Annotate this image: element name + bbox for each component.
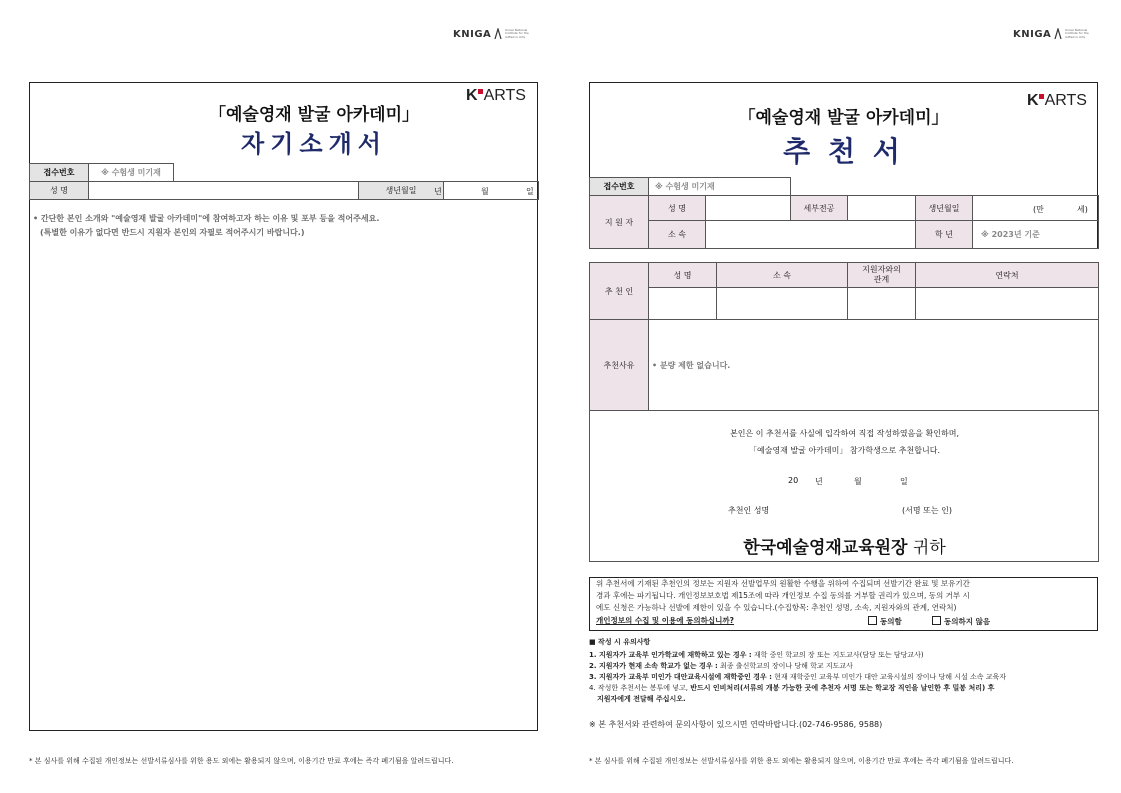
addressee: [590, 533, 1099, 558]
major-label: 세부전공: [791, 196, 848, 221]
applicant-label: 지 원 자: [590, 196, 649, 249]
date-20: 20: [788, 476, 799, 485]
kniga-mark-icon: [1054, 28, 1062, 40]
privacy-consent-box: [589, 577, 1098, 631]
year-unit: 년: [434, 187, 442, 196]
kniga-wordmark: KNIGA: [453, 28, 492, 40]
instruction-line-1: • 간단한 본인 소개와 "예술영재 발굴 아카데미"에 참여하고자 하는 이유 및 포부 등을 적어주세요.: [33, 214, 380, 223]
major-field[interactable]: [848, 196, 916, 221]
karts-logo: K ARTS: [466, 87, 526, 104]
karts-logo: K ARTS: [1027, 92, 1087, 109]
receipt-value: ※ 수험생 미기재: [649, 178, 791, 196]
age-field[interactable]: [973, 196, 1099, 221]
date-day: 일: [900, 477, 908, 486]
note-4: 4. 작성한 추천서는 봉투에 넣고, 반드시 인비처리(서류의 개봉 가능한 곳에 추천자 서명 또는 학교장 직인을 날인한 후 밀봉 처리) 후: [589, 684, 995, 692]
karts-dot-icon: [478, 89, 483, 94]
applicant-table: [589, 177, 1099, 249]
privacy-line-1: 위 추천서에 기재된 추천인의 정보는 지원자 선발업무의 원활한 수행을 위하여 수집되며 선발기간 완료 및 보유기간: [596, 579, 970, 588]
receipt-label: 접수번호: [30, 164, 89, 182]
instruction-line-2: (특별한 이유가 없다면 반드시 지원자 본인의 자필로 적어주시기 바랍니다.): [40, 228, 305, 237]
confirm-line-1: 본인은 이 추천서를 사실에 입각하여 직접 작성하였음을 확인하며,: [730, 429, 959, 438]
birth-field[interactable]: [434, 182, 539, 200]
form-title: 추 천 서: [783, 135, 904, 168]
age-open: (만: [1033, 205, 1044, 215]
confirm-line-2: 「예술영재 발굴 아카데미」 참가학생으로 추천합니다.: [748, 446, 940, 455]
reason-field[interactable]: [649, 320, 1099, 411]
reason-note: • 분량 제한 없습니다.: [652, 360, 731, 370]
privacy-footer-left: * 본 심사를 위해 수집된 개인정보는 선발서류심사를 위한 용도 외에는 활용되지 않으며, 이용기간 만료 후에는 즉각 폐기됨을 알려드립니다.: [29, 757, 454, 765]
receipt-value: ※ 수험생 미기재: [89, 164, 174, 182]
disagree-checkbox[interactable]: [932, 616, 941, 625]
birth-label: 생년월일: [359, 182, 444, 200]
disagree-option[interactable]: 동의하지 않음: [932, 616, 990, 627]
receipt-label: 접수번호: [590, 178, 649, 196]
note-2: 2. 지원자가 현재 소속 학교가 없는 경우 : 최종 출신학교의 장이나 당해 학교 지도교사: [589, 662, 853, 670]
grade-label: 학 년: [916, 221, 973, 249]
rec-contact-field[interactable]: [916, 288, 1099, 320]
kniga-wordmark: KNIGA: [1013, 28, 1052, 40]
name-field[interactable]: [89, 182, 359, 200]
month-unit: 월: [481, 187, 489, 196]
kniga-tagline: Korea National Institute for the Gifted in Arts: [505, 27, 529, 39]
recommender-table: [589, 262, 1099, 562]
recommender-label: 추 천 인: [590, 263, 649, 320]
self-intro-info-table: [29, 163, 539, 200]
name-label: 성 명: [30, 182, 89, 200]
note-4-cont: 지원자에게 전달해 주십시오.: [597, 695, 686, 703]
kniga-mark-icon: [494, 28, 502, 40]
age-close: 세): [1077, 205, 1088, 215]
self-intro-writing-area[interactable]: [30, 200, 537, 730]
birth-label: 생년월일: [916, 196, 973, 221]
date-month: 월: [854, 477, 862, 486]
rec-relation-header: 지원자와의 관계: [848, 263, 916, 288]
affiliation-label: 소 속: [649, 221, 706, 249]
confirmation-box: [590, 411, 1099, 562]
affiliation-field[interactable]: [706, 221, 916, 249]
note-3: 3. 지원자가 교육부 미인가 대안교육시설에 재학중인 경우 : 현재 재학중인 교육부 미인가 대안 교육시설의 장이나 당해 시설 소속 교육자: [589, 673, 1007, 681]
contact-info: ※ 본 추천서와 관련하여 문의사항이 있으시면 연락바랍니다.(02-746-9586, 9588): [589, 720, 883, 729]
name-label: 성 명: [649, 196, 706, 221]
karts-dot-icon: [1039, 94, 1044, 99]
addressee-name: 한국예술영재교육원장: [743, 538, 908, 558]
rec-affiliation-field[interactable]: [717, 288, 848, 320]
academy-title: 「예술영재 발굴 아카데미」: [738, 108, 949, 128]
agree-checkbox[interactable]: [868, 616, 877, 625]
academy-title: 「예술영재 발굴 아카데미」: [208, 105, 420, 125]
privacy-line-3: 에도 신청은 가능하나 선발에 제한이 있을 수 있습니다.(수집항목: 추천인 성명, 소속, 지원자와의 관계, 연락처): [596, 603, 957, 612]
kniga-logo-right: [1013, 28, 1089, 40]
rec-affiliation-header: 소 속: [717, 263, 848, 288]
note-1: 1. 지원자가 교육부 인가학교에 재학하고 있는 경우 : 재학 중인 학교의 장 또는 지도교사(담당 또는 담당교사): [589, 651, 924, 659]
rec-name-header: 성 명: [649, 263, 717, 288]
grade-note: ※ 2023년 기준: [973, 221, 1099, 249]
privacy-footer-right: * 본 심사를 위해 수집된 개인정보는 선발서류심사를 위한 용도 외에는 활용되지 않으며, 이용기간 만료 후에는 즉각 폐기됨을 알려드립니다.: [589, 757, 1014, 765]
signer-sign[interactable]: (서명 또는 인): [902, 506, 952, 515]
rec-contact-header: 연락처: [916, 263, 1099, 288]
agree-option[interactable]: 동의함: [868, 616, 902, 627]
privacy-question: 개인정보의 수집 및 이용에 동의하십니까?: [596, 616, 734, 625]
rec-relation-field[interactable]: [848, 288, 916, 320]
kniga-logo-left: [453, 28, 529, 40]
applicant-name-field[interactable]: [706, 196, 791, 221]
form-title: 자기소개서: [241, 130, 387, 158]
notes-title: ■ 작성 시 유의사항: [589, 638, 651, 646]
reason-label: 추천사유: [590, 320, 649, 411]
day-unit: 일: [526, 187, 534, 196]
kniga-tagline: Korea National Institute for the Gifted in Arts: [1065, 27, 1089, 39]
date-year: 년: [815, 477, 823, 486]
rec-name-field[interactable]: [649, 288, 717, 320]
addressee-honorific: 귀하: [912, 538, 946, 558]
signer-label: 추천인 성명: [728, 506, 770, 515]
privacy-line-2: 경과 후에는 파기됩니다. 개인정보보호법 제15조에 따라 개인정보 수집 동의를 거부할 권리가 있으며, 동의 거부 시: [596, 591, 970, 600]
